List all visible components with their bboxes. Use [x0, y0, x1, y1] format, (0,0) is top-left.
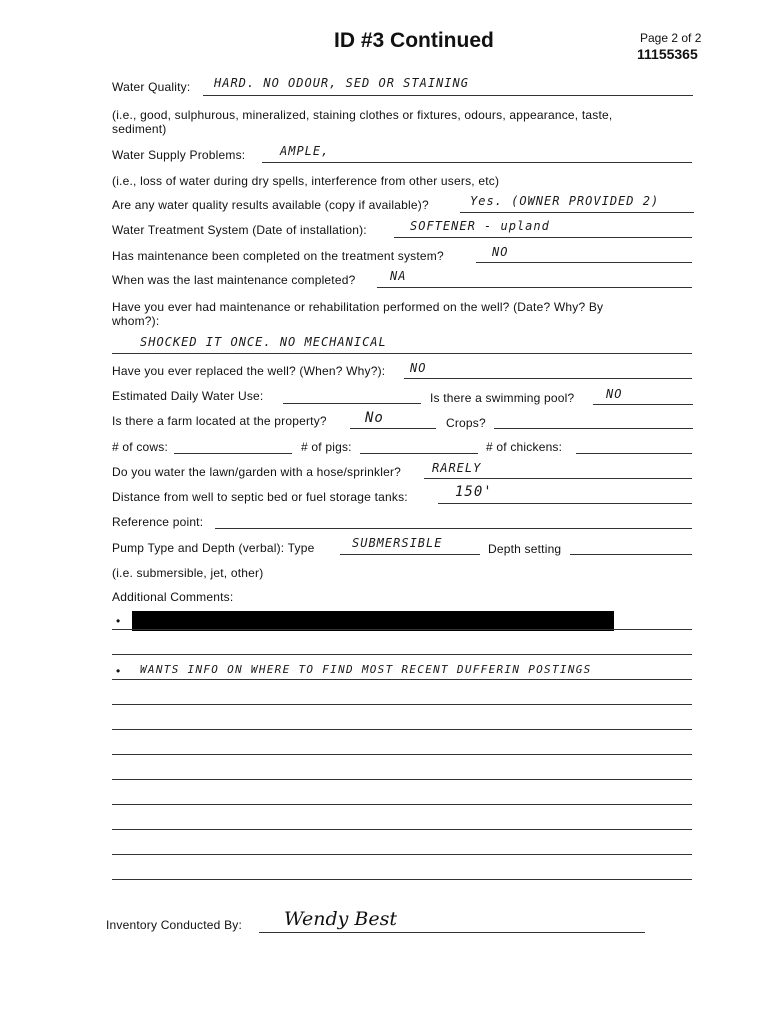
replaced-well-label: Have you ever replaced the well? (When? Why?): — [112, 364, 386, 378]
page-title: ID #3 Continued — [334, 29, 494, 52]
supply-hint: (i.e., loss of water during dry spells, interference from other users, etc) — [112, 174, 500, 188]
farm-line — [350, 428, 436, 429]
water-quality-hint-1: (i.e., good, sulphurous, mineralized, staining clothes or fixtures, odours, appearance, taste, — [112, 108, 613, 122]
additional-comments-label: Additional Comments: — [112, 590, 234, 604]
water-quality-hint-2: sediment) — [112, 122, 167, 136]
farm-label: Is there a farm located at the property? — [112, 414, 327, 428]
comment-line-9 — [112, 829, 692, 830]
swimming-pool-label: Is there a swimming pool? — [430, 391, 575, 405]
well-maintenance-answer: SHOCKED IT ONCE. NO MECHANICAL — [140, 335, 387, 349]
pump-type-line — [340, 554, 480, 555]
pump-type-label: Pump Type and Depth (verbal): Type — [112, 541, 315, 555]
water-quality-label: Water Quality: — [112, 80, 191, 94]
well-maintenance-line — [112, 353, 692, 354]
signature: Wendy Best — [284, 908, 397, 930]
lawn-label: Do you water the lawn/garden with a hose/sprinkler? — [112, 465, 402, 479]
supply-problems-answer: AMPLE, — [280, 144, 330, 158]
comment-bullet-2: • — [116, 664, 121, 678]
chickens-label: # of chickens: — [486, 440, 563, 454]
crops-line — [494, 428, 693, 429]
comment-bullet-1: • — [116, 614, 121, 628]
septic-distance-line — [438, 503, 692, 504]
depth-setting-line — [570, 554, 692, 555]
cows-line — [174, 453, 292, 454]
farm-answer: No — [365, 410, 384, 426]
maintenance-completed-label: Has maintenance been completed on the treatment system? — [112, 249, 444, 263]
lawn-answer: RARELY — [432, 461, 482, 475]
last-maintenance-line — [377, 287, 692, 288]
reference-point-label: Reference point: — [112, 515, 204, 529]
inventory-label: Inventory Conducted By: — [106, 918, 243, 932]
page-number: Page 2 of 2 — [640, 31, 702, 45]
depth-setting-label: Depth setting — [488, 542, 562, 556]
comment-2-answer: WANTS INFO ON WHERE TO FIND MOST RECENT DUFFERIN POSTINGS — [140, 663, 592, 676]
treatment-system-line — [394, 237, 692, 238]
septic-distance-label: Distance from well to septic bed or fuel storage tanks: — [112, 490, 408, 504]
chickens-line — [576, 453, 692, 454]
well-maintenance-label-2: whom?): — [112, 314, 160, 328]
quality-results-line — [460, 212, 694, 213]
comment-line-2 — [112, 654, 692, 655]
document-number: 11155365 — [637, 46, 698, 62]
septic-distance-answer: 150' — [455, 484, 493, 500]
comment-line-11 — [112, 879, 692, 880]
reference-point-line — [215, 528, 692, 529]
crops-label: Crops? — [446, 416, 486, 430]
comment-line-10 — [112, 854, 692, 855]
last-maintenance-answer: NA — [390, 269, 407, 283]
maintenance-completed-answer: NO — [492, 245, 509, 259]
maintenance-completed-line — [476, 262, 692, 263]
comment-line-8 — [112, 804, 692, 805]
cows-label: # of cows: — [112, 440, 169, 454]
comment-line-3 — [112, 679, 692, 680]
comment-line-4 — [112, 704, 692, 705]
supply-problems-label: Water Supply Problems: — [112, 148, 246, 162]
pigs-label: # of pigs: — [301, 440, 352, 454]
comment-line-1 — [112, 629, 692, 630]
comment-line-6 — [112, 754, 692, 755]
comment-line-7 — [112, 779, 692, 780]
daily-use-label: Estimated Daily Water Use: — [112, 389, 264, 403]
comment-line-5 — [112, 729, 692, 730]
treatment-system-answer: SOFTENER - upland — [410, 219, 550, 233]
replaced-well-answer: NO — [410, 361, 427, 375]
quality-results-label: Are any water quality results available (copy if available)? — [112, 198, 429, 212]
supply-problems-line — [262, 162, 692, 163]
inventory-line — [259, 932, 645, 933]
lawn-line — [424, 478, 692, 479]
swimming-pool-line — [593, 404, 693, 405]
pump-hint: (i.e. submersible, jet, other) — [112, 566, 264, 580]
last-maintenance-label: When was the last maintenance completed? — [112, 273, 356, 287]
well-maintenance-label-1: Have you ever had maintenance or rehabilitation performed on the well? (Date? Why? By — [112, 300, 604, 314]
quality-results-answer: Yes. (OWNER PROVIDED 2) — [470, 194, 660, 208]
treatment-system-label: Water Treatment System (Date of installation): — [112, 223, 367, 237]
water-quality-answer: HARD. NO ODOUR, SED OR STAINING — [214, 76, 469, 90]
replaced-well-line — [404, 378, 692, 379]
water-quality-line — [203, 95, 693, 96]
pigs-line — [360, 453, 478, 454]
redaction-bar — [132, 611, 614, 631]
pump-type-answer: SUBMERSIBLE — [352, 536, 443, 550]
swimming-pool-answer: NO — [606, 387, 623, 401]
daily-use-line — [283, 403, 421, 404]
